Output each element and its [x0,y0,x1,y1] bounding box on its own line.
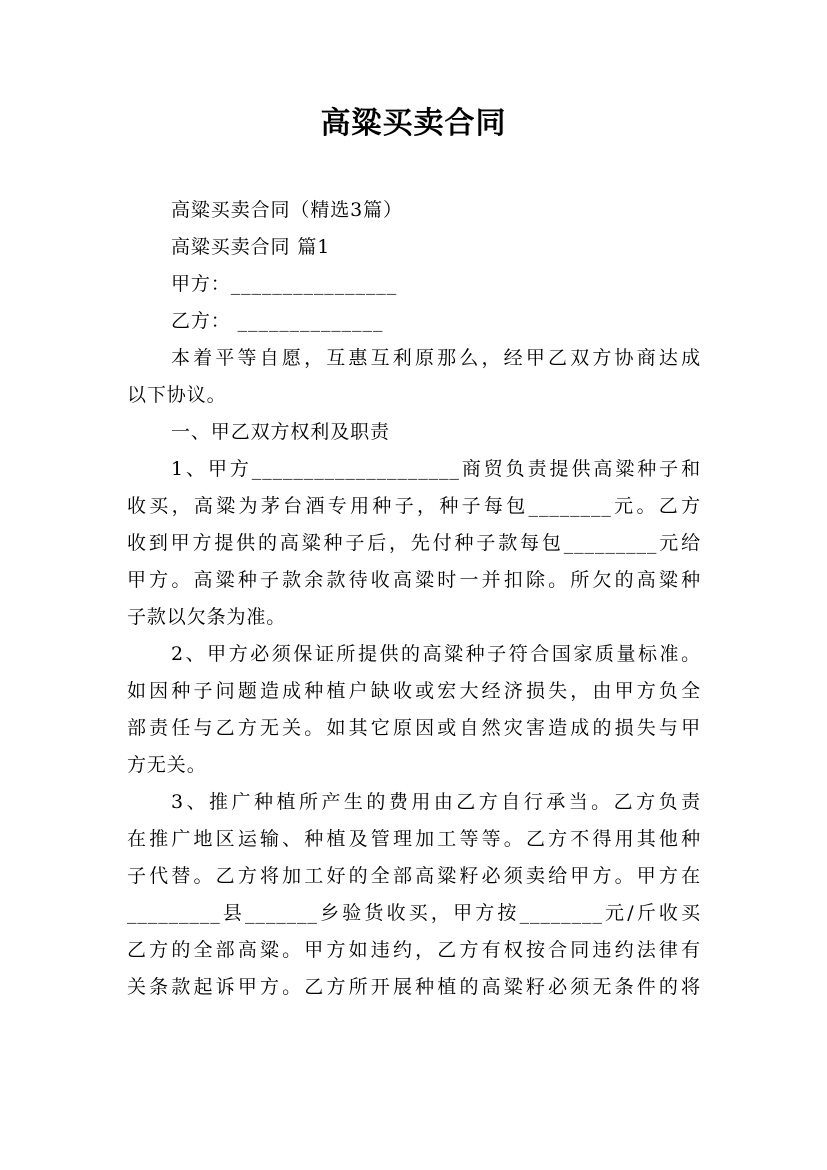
text-line: 乙方的全部高粱。甲方如违约，乙方有权按合同违约法律有 [127,939,701,961]
text-line: 收买，高粱为茅台酒专用种子，种子每包________元。乙方 [127,495,701,517]
text-line: 以下协议。 [127,384,227,406]
text-line: 甲方。高粱种子款余款待收高粱时一并扣除。所欠的高粱种 [127,569,701,591]
text-line: 甲方：________________ [171,273,398,295]
text-line: 部责任与乙方无关。如其它原因或自然灾害造成的损失与甲 [127,717,701,739]
text-line: 高粱买卖合同（精选3篇） [171,199,403,221]
text-line: 1、甲方____________________商贸负责提供高粱种子和 [171,458,701,480]
text-line: _________县_______乡验货收买，甲方按________元/斤收买 [127,902,701,924]
document-title: 高粱买卖合同 [320,106,507,141]
text-line: 方无关。 [127,754,207,776]
text-line: 本着平等自愿，互惠互利原那么，经甲乙双方协商达成 [171,347,701,369]
text-line: 如因种子问题造成种植户缺收或宏大经济损失，由甲方负全 [127,680,701,702]
text-line: 乙方： ______________ [171,310,384,332]
text-line: 高粱买卖合同 篇1 [171,236,331,258]
text-line: 子款以欠条为准。 [127,606,287,628]
text-line: 子代替。乙方将加工好的全部高粱籽必须卖给甲方。甲方在 [127,865,701,887]
text-line: 2、甲方必须保证所提供的高粱种子符合国家质量标准。 [171,643,701,665]
text-line: 收到甲方提供的高粱种子后，先付种子款每包_________元给 [127,532,701,554]
text-line: 一、甲乙双方权利及职责 [171,421,390,443]
text-line: 关条款起诉甲方。乙方所开展种植的高粱籽必须无条件的将 [127,976,701,998]
text-line: 在推广地区运输、种植及管理加工等等。乙方不得用其他种 [127,828,701,850]
document-body [127,192,701,1006]
text-line: 3、推广种植所产生的费用由乙方自行承当。乙方负责 [171,791,701,813]
